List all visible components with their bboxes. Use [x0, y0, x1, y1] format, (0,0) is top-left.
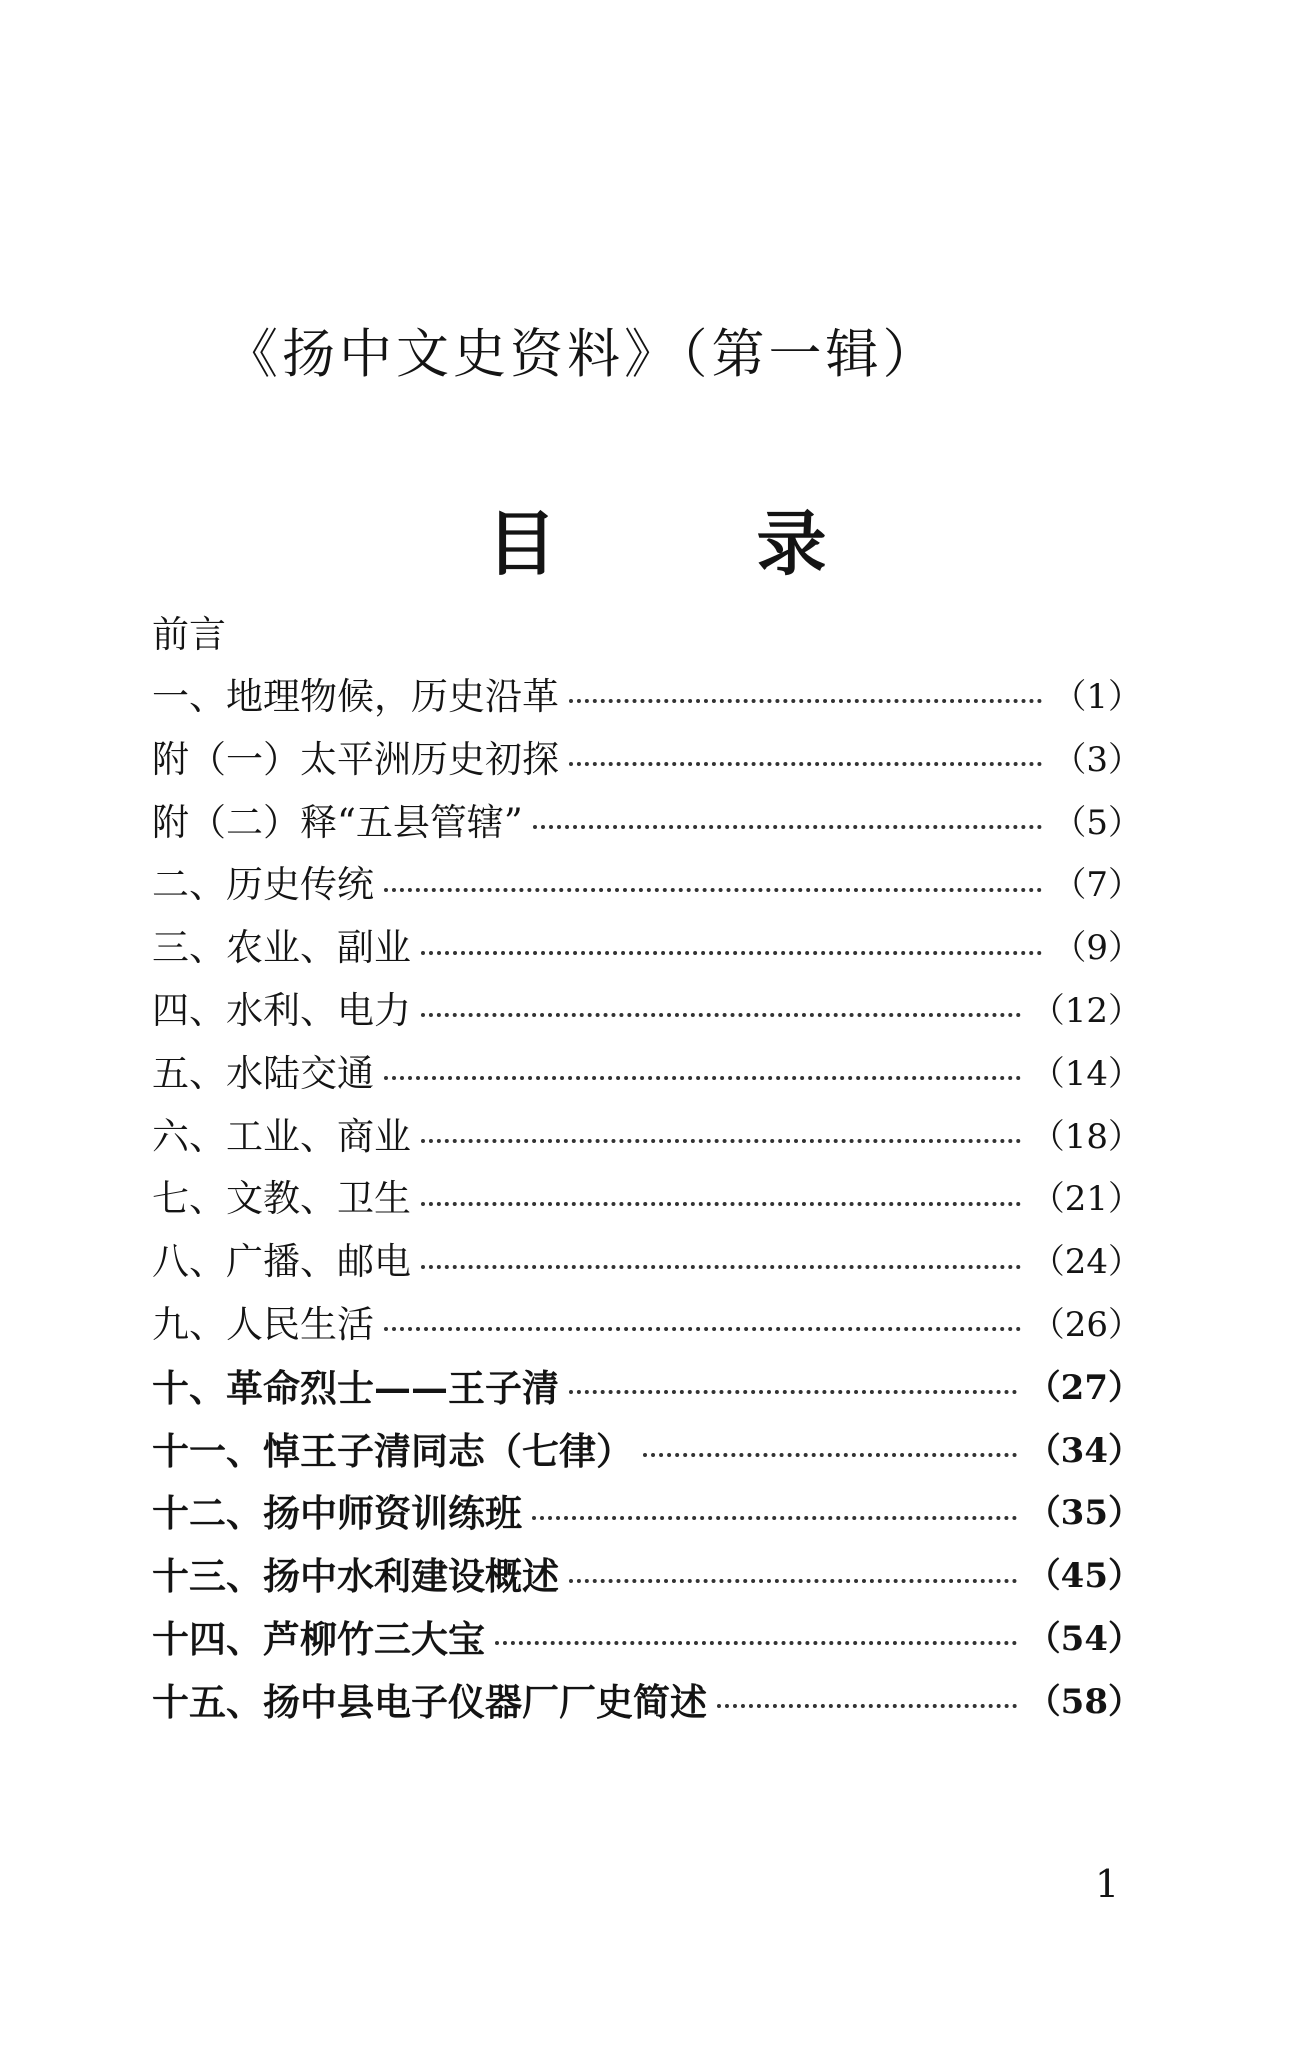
toc-entry-title: 八、广播、邮电 [152, 1240, 411, 1284]
dot-leader [421, 1139, 1021, 1143]
dot-leader [533, 825, 1043, 829]
toc-entry[interactable] [152, 792, 1142, 855]
toc-entry-page: （1） [1052, 677, 1142, 717]
dot-leader [532, 1516, 1017, 1520]
dot-leader [717, 1704, 1017, 1708]
dot-leader [384, 1327, 1021, 1331]
toc-entry-title: 四、水利、电力 [152, 988, 411, 1032]
toc-entry-page: （7） [1052, 865, 1142, 906]
toc-entry-page: （26） [1030, 1304, 1142, 1345]
toc-entry[interactable] [152, 1545, 1142, 1608]
toc-entry-title: 十三、扬中水利建设概述 [152, 1554, 559, 1599]
page-number: 1 [1095, 1862, 1120, 1906]
toc-entry-page: （27） [1026, 1367, 1142, 1408]
toc-entry[interactable] [152, 917, 1142, 980]
toc-entry[interactable] [152, 1294, 1142, 1357]
toc-entry-page: （21） [1030, 1179, 1142, 1220]
toc-entry-title: 十五、扬中县电子仪器厂厂史简述 [152, 1679, 707, 1724]
dot-leader [421, 1265, 1021, 1269]
toc-preface[interactable]: 前言 [152, 613, 226, 656]
dot-leader [569, 1579, 1017, 1583]
toc-entry-title: 附（二）释“五县管辖” [152, 800, 523, 844]
toc-entry-page: （5） [1052, 802, 1142, 843]
dot-leader [495, 1641, 1017, 1645]
toc-entry[interactable] [152, 1168, 1142, 1231]
table-of-contents [152, 604, 1142, 1734]
toc-entry[interactable] [152, 1420, 1142, 1483]
toc-entry-title: 十一、悼王子清同志（七律） [152, 1428, 633, 1473]
toc-entry[interactable] [152, 1043, 1142, 1106]
toc-entry[interactable] [152, 1608, 1142, 1671]
toc-heading-char-1: 目 [486, 502, 557, 585]
toc-entry[interactable] [152, 1482, 1142, 1545]
toc-entry-page: （3） [1052, 739, 1142, 780]
toc-entry-page: （14） [1030, 1053, 1142, 1094]
toc-entry-title: 十二、扬中师资训练班 [152, 1491, 522, 1536]
toc-entry-page: （35） [1026, 1493, 1142, 1534]
toc-entry-page: （34） [1026, 1430, 1142, 1471]
dot-leader [569, 699, 1042, 703]
toc-entry-title: 三、农业、副业 [152, 926, 411, 970]
toc-entry-title: 六、工业、商业 [152, 1114, 411, 1158]
dot-leader [643, 1453, 1017, 1457]
toc-entry-page: （12） [1030, 990, 1142, 1031]
toc-entry-title: 一、地理物候，历史沿革 [152, 675, 559, 718]
toc-entry[interactable] [152, 980, 1142, 1043]
toc-entry-page: （58） [1026, 1681, 1142, 1722]
toc-entry-page: （24） [1030, 1242, 1142, 1283]
toc-entry-title: 九、人民生活 [152, 1302, 374, 1346]
toc-entry[interactable] [152, 1671, 1142, 1734]
toc-entry[interactable] [152, 1106, 1142, 1169]
toc-entry[interactable] [152, 1231, 1142, 1294]
toc-heading [0, 488, 1313, 589]
dot-leader [421, 951, 1042, 955]
toc-entry-page: （45） [1026, 1556, 1142, 1597]
toc-entry-title: 附（一）太平洲历史初探 [152, 737, 559, 781]
toc-entry-page: （18） [1030, 1116, 1142, 1157]
toc-entry-title: 十、革命烈士——王子清 [152, 1365, 559, 1410]
dot-leader [384, 888, 1042, 892]
toc-entry[interactable] [152, 729, 1142, 792]
toc-entry-page: （54） [1026, 1618, 1142, 1659]
dot-leader [569, 762, 1042, 766]
dot-leader [384, 1076, 1021, 1080]
toc-heading-char-2: 录 [756, 502, 827, 585]
toc-entry[interactable] [152, 854, 1142, 917]
dot-leader [569, 1390, 1017, 1394]
dot-leader [421, 1013, 1021, 1017]
toc-entry[interactable] [152, 1357, 1142, 1420]
toc-entry-title: 二、历史传统 [152, 863, 374, 907]
toc-entry[interactable] [152, 666, 1142, 729]
dot-leader [421, 1202, 1021, 1206]
book-title: 《扬中文史资料》（第一辑） [225, 324, 940, 385]
toc-entry-title: 五、水陆交通 [152, 1051, 374, 1095]
toc-entry-title: 十四、芦柳竹三大宝 [152, 1616, 485, 1661]
toc-entry-page: （9） [1052, 928, 1142, 969]
toc-entry-title: 七、文教、卫生 [152, 1177, 411, 1221]
